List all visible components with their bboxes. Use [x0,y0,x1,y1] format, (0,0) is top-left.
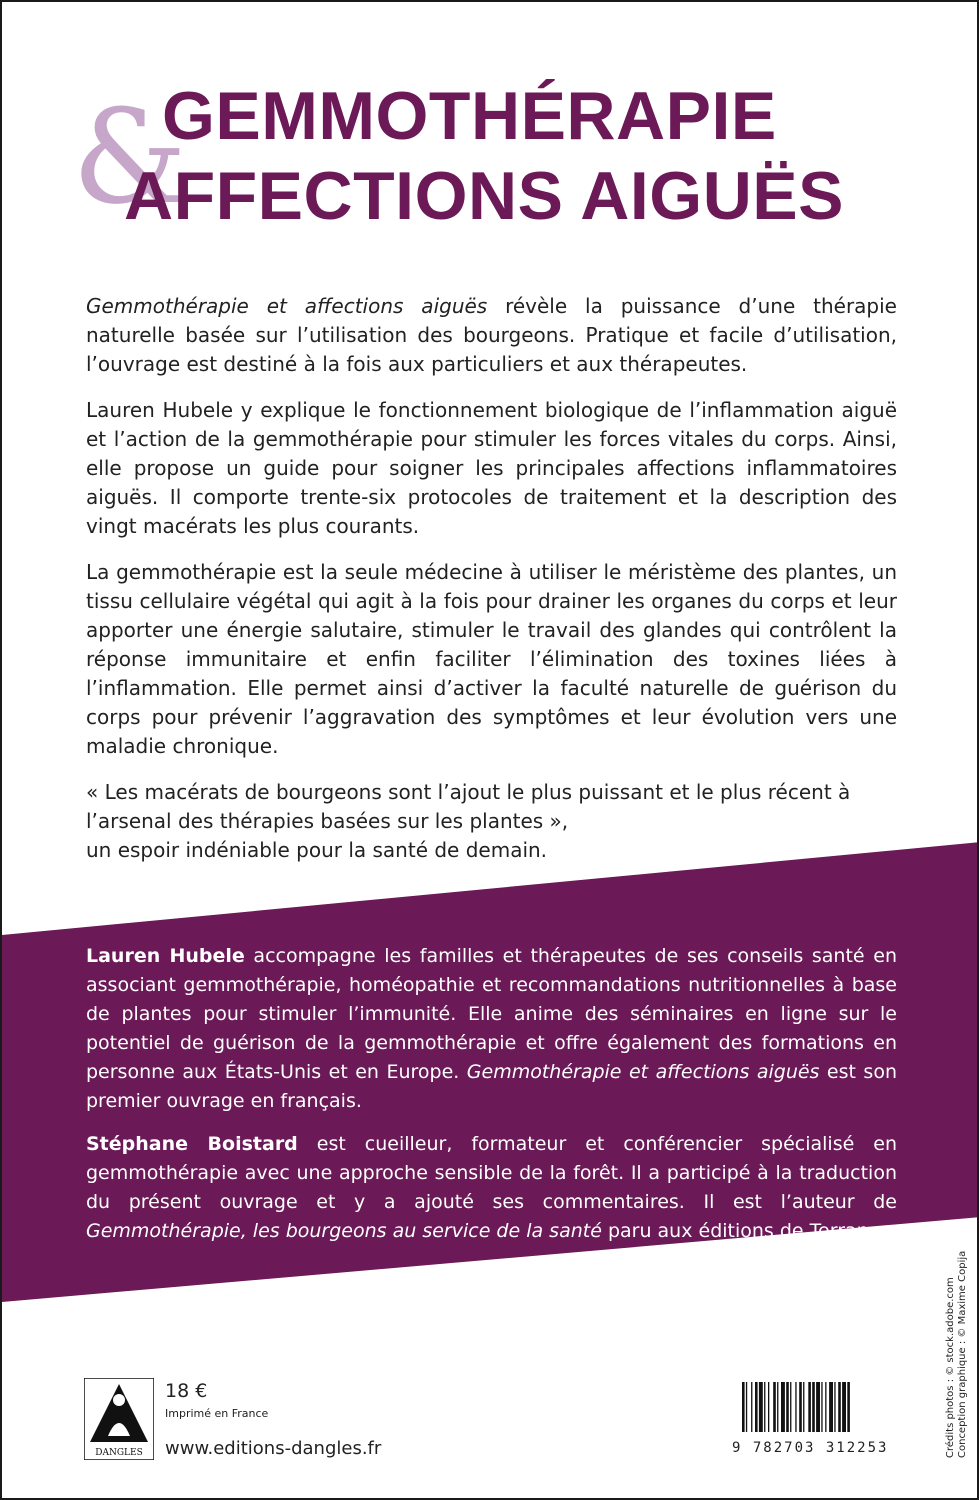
quote-text: « Les macérats de bourgeons sont l’ajout le plus puissant et le plus récent à l’arsenal des thérapies basées sur les plantes », [86,780,851,833]
barcode-bar [816,1382,820,1432]
barcode-bar [812,1382,815,1432]
author-bios [86,942,897,1260]
barcode-bar [751,1382,752,1432]
author-1-text: accompagne les familles et thérapeutes de ses conseils santé en associant gemmothérapie, homéopathie et recommandations nutritionnelles à base de plantes pour stimuler l’immunité. Elle anime des séminaires en ligne sur le potentiel de guérison de la gemmothérapie et offre également des formations en personne aux États-Unis et en Europe. [86,945,897,1083]
publisher-website: www.editions-dangles.fr [165,1438,382,1459]
author-1-tail: est son premier ouvrage en français. [86,1061,897,1112]
title-line-2: AFFECTIONS AIGUËS [124,158,845,234]
description-p1-text: révèle la puissance d’une thérapie naturelle basée sur l’utilisation des bourgeons. Pratique et facile d’utilisation, l’ouvrage est destiné à la fois aux particuliers et aux thérapeutes. [86,294,897,376]
author-1-book: Gemmothérapie et affections aiguës [466,1061,820,1083]
dangles-logo-icon [84,1378,154,1460]
barcode-bar [786,1382,789,1432]
barcode-bar [746,1382,747,1432]
book-title-italic: Gemmothérapie et affections aiguës [86,294,488,318]
bio-lauren-hubele [86,942,897,1116]
barcode-bar [795,1382,796,1432]
author-2-tail: paru aux éditions de Terran. [601,1220,875,1242]
barcode-bar [799,1382,802,1432]
author-2-name: Stéphane Boistard [86,1133,298,1155]
barcode-bar [803,1382,804,1432]
credits-line-1: Crédits photos : © stock.adobe.com [945,1277,956,1458]
barcode-bar [781,1382,785,1432]
barcode-bar [777,1382,778,1432]
description-paragraph-3: La gemmothérapie est la seule médecine à utiliser le méristème des plantes, un tissu cellulaire végétal qui agit à la fois pour drainer les organes du corps et leur apporter une énergie salutaire, stimuler le travail des glandes qui contrôlent la réponse immunitaire et enfin faciliter l’élimination des toxines liées à l’inflammation. Elle permet ainsi d’activer la faculté naturelle de guérison du corps pour prévenir l’aggravation des symptômes et leur évolution vers une maladie chronique. [86,560,897,758]
author-2-book: Gemmothérapie, les bourgeons au service de la santé [86,1220,602,1242]
title-ampersand: & [72,81,188,233]
barcode-bar [759,1382,763,1432]
barcode-bar [821,1382,822,1432]
credits-line-2: Conception graphique : © Maxime Copija [957,1250,968,1458]
quote-tail: un espoir indéniable pour la santé de demain. [86,838,548,862]
printed-in: Imprimé en France [165,1407,269,1420]
logo-text: DANGLES [95,1448,143,1458]
barcode-bar [755,1382,758,1432]
photo-credits [945,1251,969,1458]
barcode-bar [825,1382,826,1432]
isbn-digits: 9 782703 312253 [732,1440,889,1456]
barcode-bar [838,1382,841,1432]
barcode-icon [742,1382,902,1432]
barcode-bar [768,1382,769,1432]
barcode-bar [847,1382,850,1432]
bio-stephane-boistard [86,1130,897,1246]
barcode-bar [764,1382,765,1432]
barcode-bar [742,1382,745,1432]
barcode-bar [842,1382,846,1432]
barcode-bar [829,1382,833,1432]
description-paragraph-2: Lauren Hubele y explique le fonctionnement biologique de l’inflammation aiguë et l’action de la gemmothérapie pour stimuler les forces vitales du corps. Ainsi, elle propose un guide pour soigner les principales affections inflammatoires aiguës. Il comporte trente-six protocoles de traitement et la description des vingt macérats les plus courants. [86,398,897,538]
barcode-bar [790,1382,791,1432]
barcode-bar [808,1382,811,1432]
author-2-text: est cueilleur, formateur et conférencier spécialisé en gemmothérapie avec une approche sensible de la forêt. Il a participé à la traduction du présent ouvrage et y a ajouté ses commentaires. Il est l’auteur de [86,1133,897,1213]
title-line-1: GEMMOTHÉRAPIE [162,78,777,154]
price: 18 € [165,1380,208,1402]
author-1-name: Lauren Hubele [86,945,245,967]
purple-band [2,2,979,1500]
barcode-bar [773,1382,776,1432]
barcode-bar [834,1382,835,1432]
